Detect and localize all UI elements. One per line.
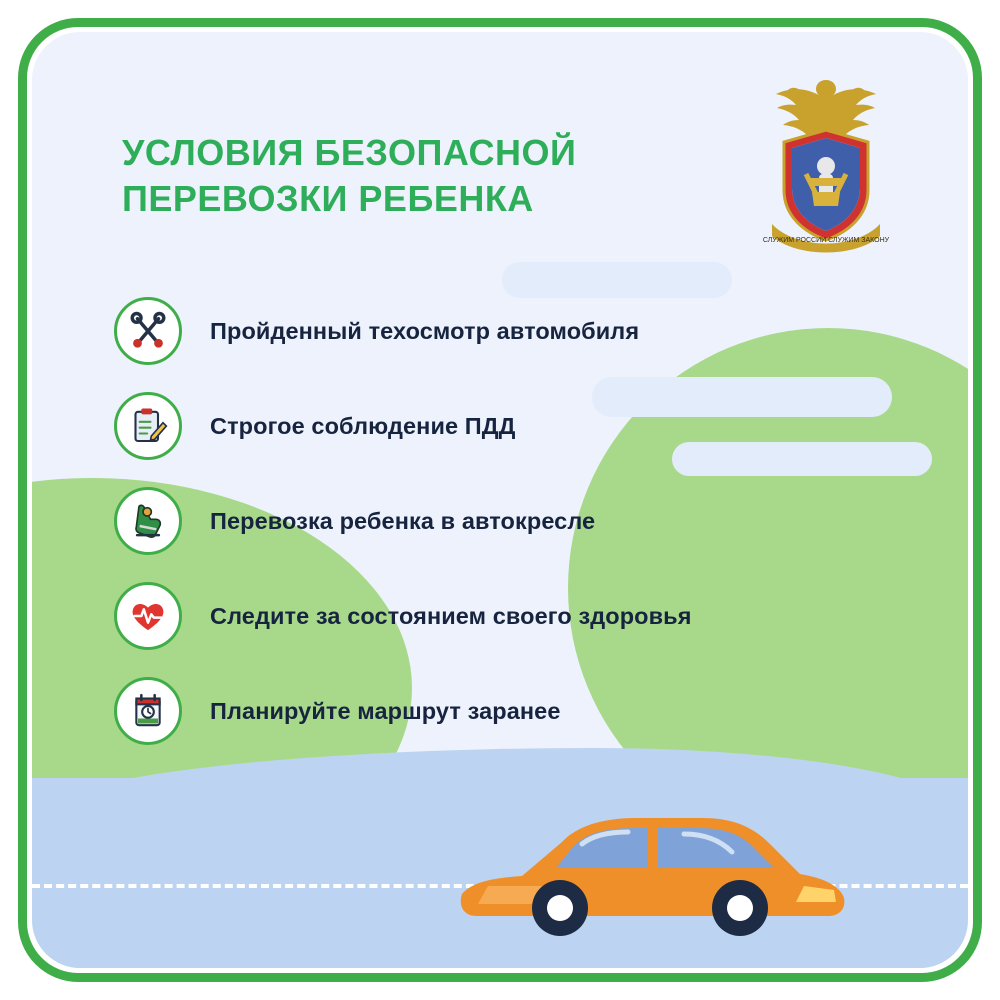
list-item (114, 664, 914, 758)
title-line-1: УСЛОВИЯ БЕЗОПАСНОЙ (122, 132, 577, 173)
list-item (114, 379, 914, 473)
car-seat-icon (114, 487, 182, 555)
calendar-clock-icon (114, 677, 182, 745)
clipboard-icon (114, 392, 182, 460)
emblem-motto-text: СЛУЖИМ РОССИИ СЛУЖИМ ЗАКОНУ (762, 237, 890, 244)
list-item (114, 474, 914, 568)
car-illustration (452, 782, 852, 942)
list-item-label: Перевозка ребенка в автокресле (210, 507, 596, 534)
list-item-label: Следите за состоянием своего здоровья (210, 602, 692, 629)
list-item-label: Планируйте маршрут заранее (210, 697, 561, 724)
conditions-list (114, 284, 914, 759)
list-item-label: Строгое соблюдение ПДД (210, 412, 516, 439)
page-title (122, 130, 722, 222)
mvd-emblem-icon (756, 74, 896, 254)
list-item (114, 569, 914, 663)
wrench-icon (114, 297, 182, 365)
list-item (114, 284, 914, 378)
heart-pulse-icon (114, 582, 182, 650)
list-item-label: Пройденный техосмотр автомобиля (210, 317, 640, 344)
poster-card (32, 32, 968, 968)
title-line-2: ПЕРЕВОЗКИ РЕБЕНКА (122, 178, 534, 220)
